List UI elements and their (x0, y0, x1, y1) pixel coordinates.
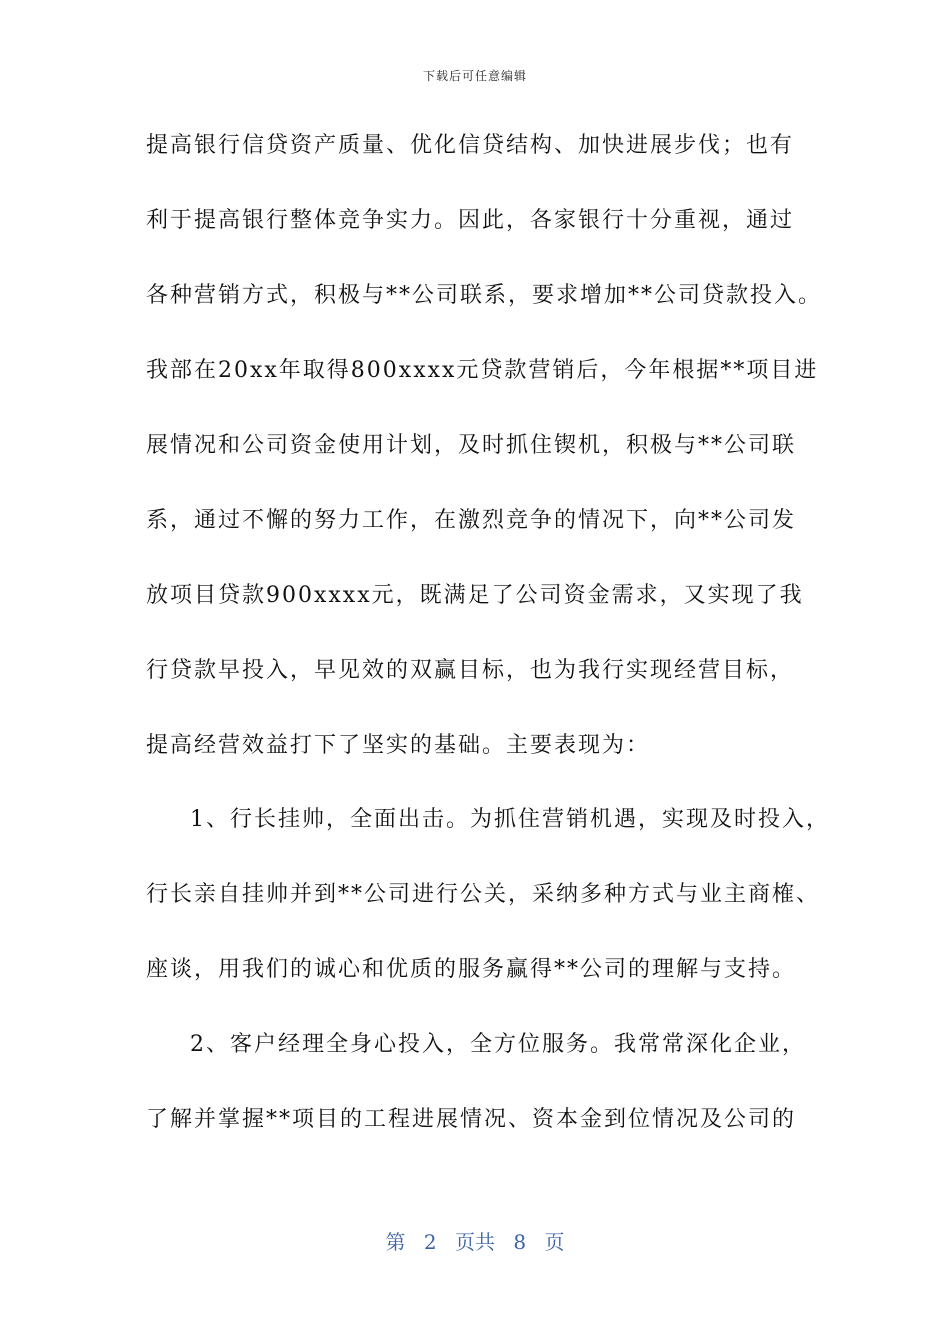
body-line: 行长亲自挂帅并到**公司进行公关，采纳多种方式与业主商榷、 (146, 882, 821, 907)
body-line: 提高银行信贷资产质量、优化信贷结构、加快进展步伐；也有 (146, 133, 795, 158)
current-page-number: 2 (423, 1230, 437, 1254)
footer-middle: 页共 (455, 1230, 495, 1254)
body-line: 利于提高银行整体竞争实力。因此，各家银行十分重视，通过 (146, 208, 795, 233)
body-line: 提高经营效益打下了坚实的基础。主要表现为： (146, 733, 651, 758)
body-line: 系，通过不懈的努力工作，在激烈竞争的情况下，向**公司发 (146, 508, 797, 533)
body-line: 座谈，用我们的诚心和优质的服务赢得**公司的理解与支持。 (146, 957, 797, 982)
paragraph-1-start: 1、行长挂帅，全面出击。为抓住营销机遇，实现及时投入， (190, 807, 830, 832)
page-header: 下载后可任意编辑 (422, 69, 527, 83)
body-line: 放项目贷款900xxxx元，既满足了公司资金需求，又实现了我 (146, 583, 804, 608)
footer-prefix: 第 (385, 1230, 406, 1254)
body-line: 行贷款早投入，早见效的双赢目标，也为我行实现经营目标， (146, 658, 795, 683)
page-footer (0, 1226, 950, 1255)
body-line: 各种营销方式，积极与**公司联系，要求增加**公司贷款投入。 (146, 283, 823, 308)
body-line: 展情况和公司资金使用计划，及时抓住锲机，积极与**公司联 (146, 433, 797, 458)
paragraph-2-start: 2、客户经理全身心投入，全方位服务。我常常深化企业， (190, 1032, 806, 1057)
body-line: 我部在20xx年取得800xxxx元贷款营销后，今年根据**项目进 (146, 358, 819, 383)
footer-suffix: 页 (544, 1230, 565, 1254)
total-pages-number: 8 (513, 1230, 527, 1254)
body-line: 了解并掌握**项目的工程进展情况、资本金到位情况及公司的 (146, 1107, 797, 1132)
